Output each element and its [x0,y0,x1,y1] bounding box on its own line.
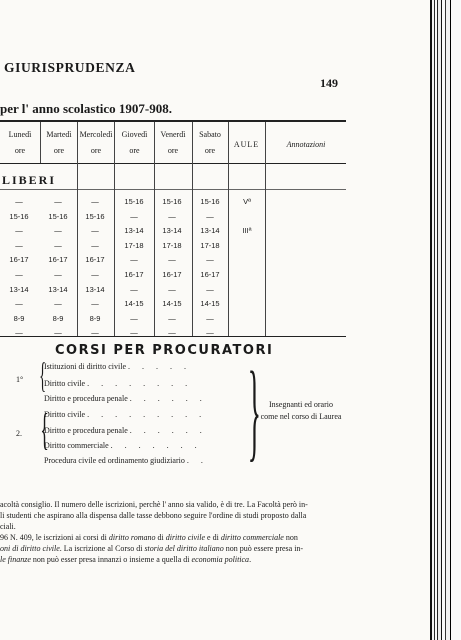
schedule-cell: 14-15 [124,299,144,309]
schedule-cell: — [206,313,214,323]
book-spine-edge [430,0,461,640]
schedule-cell: — [91,299,99,309]
schedule-cell: — [91,240,99,250]
header-bottom-rule [0,163,346,164]
year-2-label: 2. [16,429,22,438]
schedule-subtitle: per l' anno scolastico 1907-908. [0,101,173,116]
schedule-cell: — [168,211,176,221]
schedule-cell: — [15,197,23,206]
schedule-cell: — [168,255,176,265]
schedule-cell: — [168,284,176,294]
schedule-cell: 16-17 [85,255,105,265]
schedule-cell: — [15,226,23,236]
schedule-cell: 15-16 [200,197,220,206]
faculty-title: GIURISPRUDENZA [4,60,136,75]
footnote-line: 96 N. 409, le iscrizioni ai corsi di diritto romano di diritto civile e di diritto commerciale non [0,533,298,542]
column-header-annotazioni: Annotazioni [286,140,326,149]
course-item: Diritto e procedura penale . . . . . . [44,394,207,403]
schedule-cell: — [15,270,23,279]
liberi-rule [0,189,346,190]
page-number: 149 [320,76,338,90]
schedule-cell: — [206,284,214,294]
schedule-cell: 15-16 [48,211,68,221]
schedule-cell: — [130,313,138,323]
schedule-cell: — [130,284,138,294]
schedule-cell: — [206,211,214,221]
right-brace: } [247,349,262,471]
schedule-cell: — [54,270,62,279]
column-header-aule: AULE [233,140,260,149]
schedule-cell: — [54,299,62,309]
column-header-saturday: Sabato ore [199,130,221,155]
footnote-line: le finanze non può esser presa innanzi o insieme a quella di economia politica. [0,555,252,564]
schedule-cell: — [91,197,99,206]
footnote-line: acoltà consiglio. Il numero delle iscrizioni, perchè l' anno sia valido, è di tre. La Facoltà però in- [0,500,308,509]
column-divider [228,122,229,336]
schedule-cell: 13-14 [124,226,144,236]
schedule-cell: 15-16 [162,197,182,206]
schedule-cell: — [130,255,138,265]
left-brace-year-1: { [39,355,47,395]
schedule-cell: — [206,328,214,338]
schedule-cell: 16-17 [200,270,220,279]
schedule-cell: 15-16 [85,211,105,221]
column-header-monday: Lunedì ore [8,130,32,155]
section-label-liberi: LIBERI [2,173,57,187]
schedule-cell: — [130,211,138,221]
schedule-cell: — [54,240,62,250]
schedule-cell: 16-17 [162,270,182,279]
schedule-cell: — [91,226,99,236]
schedule-cell: — [54,328,62,338]
course-item: Diritto civile . . . . . . . . . [44,410,207,419]
schedule-cell: — [15,328,23,338]
schedule-cell: — [206,255,214,265]
schedule-cell: — [91,328,99,338]
course-item: Diritto commerciale . . . . . . . [44,441,202,450]
column-header-thursday: Giovedì ore [121,130,148,155]
schedule-cell: 16-17 [9,255,29,265]
schedule-cell: 15-16 [9,211,29,221]
left-brace-year-2: { [40,405,49,454]
schedule-cell: 13-14 [162,226,182,236]
year-1-label: 1° [16,375,24,384]
schedule-cell: Vª [243,197,251,206]
course-item: Istituzioni di diritto civile . . . . . [44,362,191,371]
schedule-cell: 13-14 [85,284,105,294]
course-item: Diritto civile . . . . . . . . [44,379,193,388]
footnote-line: li studenti che aspirano alla dispensa dalle tasse debbono seguire l'ordine di studi proposto dalla [0,511,307,520]
schedule-cell: — [168,328,176,338]
schedule-cell: — [91,270,99,279]
column-header-wednesday: Mercoledì ore [79,130,113,155]
footnote-line: ciali. [0,522,16,531]
schedule-cell: IIIª [242,226,252,236]
schedule-cell: 16-17 [124,270,144,279]
footnote-line: oni di diritto civile. La iscrizione al Corso di storia del diritto italiano non può essere presa in- [0,544,304,553]
schedule-cell: — [15,299,23,309]
schedule-cell: 17-18 [124,240,144,250]
course-item: Diritto e procedura penale . . . . . . [44,426,207,435]
schedule-cell: — [54,226,62,236]
teachers-note: Insegnanti ed orario come nel corso di Laurea [260,400,342,422]
schedule-cell: 13-14 [48,284,68,294]
schedule-cell: — [168,313,176,323]
schedule-cell: 8-9 [52,313,64,323]
table-top-rule [0,120,346,122]
procuratori-title: CORSI PER PROCURATORI [55,343,274,358]
schedule-cell: 17-18 [200,240,220,250]
schedule-cell: 8-9 [13,313,25,323]
schedule-cell: 14-15 [162,299,182,309]
schedule-cell: — [15,240,23,250]
column-header-friday: Venerdì ore [160,130,186,155]
schedule-cell: — [54,197,62,206]
schedule-cell: 13-14 [200,226,220,236]
column-divider [265,122,266,336]
schedule-cell: 16-17 [48,255,68,265]
schedule-cell: 17-18 [162,240,182,250]
schedule-cell: — [130,328,138,338]
schedule-cell: 15-16 [124,197,144,206]
schedule-cell: 8-9 [89,313,101,323]
schedule-cell: 14-15 [200,299,220,309]
course-item: Procedura civile ed ordinamento giudiziario . . [44,456,208,465]
column-header-tuesday: Martedì ore [46,130,72,155]
schedule-cell: 13-14 [9,284,29,294]
